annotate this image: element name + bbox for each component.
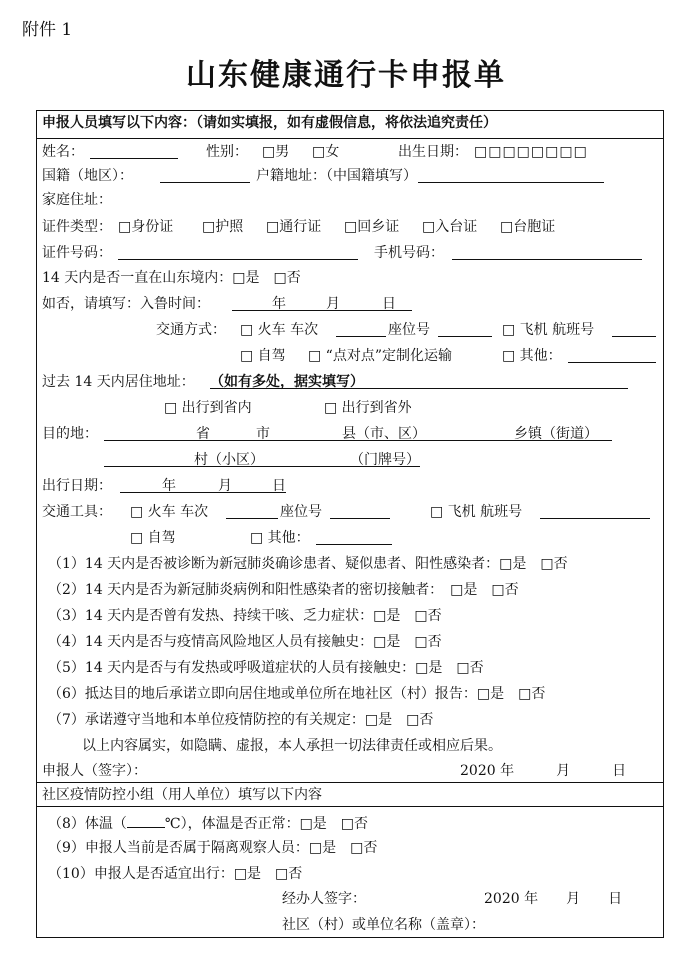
- destination-village-label: 村（小区）: [194, 452, 264, 468]
- travel-date-field[interactable]: [120, 492, 286, 493]
- gender-male-checkbox[interactable]: □男: [262, 144, 290, 160]
- transport-other-checkbox[interactable]: □ 其他：: [502, 348, 562, 364]
- destination-house-number-label: （门牌号）: [350, 452, 420, 468]
- section1-header: 申报人员填写以下内容：（请如实填报，如有虚假信息，将依法追究责任）: [42, 115, 497, 131]
- section2-header: 社区疫情防控小组（用人单位）填写以下内容: [42, 787, 322, 803]
- train-number-field[interactable]: [336, 336, 386, 337]
- trip-in-province-checkbox[interactable]: □ 出行到省内: [164, 400, 252, 416]
- gender-female-checkbox[interactable]: □女: [312, 144, 340, 160]
- divider: [36, 782, 664, 783]
- id-type-permit-checkbox[interactable]: □通行证: [266, 219, 322, 235]
- question-9[interactable]: （9）申报人当前是否属于隔离观察人员：□是 □否: [48, 840, 378, 856]
- form-title: 山东健康通行卡申报单: [186, 58, 506, 93]
- travel-year-label: 年: [162, 478, 176, 494]
- transport-label: 交通方式：: [156, 322, 226, 338]
- question-8[interactable]: [48, 813, 368, 833]
- vehicle-train-number-field[interactable]: [226, 518, 278, 519]
- household-field[interactable]: [418, 182, 604, 183]
- handler-signature-label: 经办人签字：: [282, 891, 366, 907]
- id-number-field[interactable]: [118, 259, 358, 260]
- in-shandong-question[interactable]: 14 天内是否一直在山东境内：□是 □否: [42, 270, 301, 286]
- birth-label: 出生日期：: [398, 144, 468, 160]
- past-residence-field[interactable]: [210, 388, 628, 389]
- transport-selfdrive-checkbox[interactable]: □ 自驾: [240, 348, 286, 364]
- vehicle-seat-label: 座位号: [280, 504, 322, 520]
- id-type-passport-checkbox[interactable]: □护照: [202, 219, 244, 235]
- divider: [36, 138, 664, 139]
- nationality-field[interactable]: [160, 182, 250, 183]
- declaration-text: 以上内容属实，如隐瞒、虚报，本人承担一切法律责任或相应后果。: [82, 738, 502, 754]
- id-number-label: 证件号码：: [42, 245, 112, 261]
- id-type-idcard-checkbox[interactable]: □身份证: [118, 219, 174, 235]
- entry-time-label: 如否，请填写：入鲁时间：: [42, 296, 210, 312]
- transport-p2p-checkbox[interactable]: □ “点对点”定制化运输: [308, 348, 452, 364]
- vehicle-plane-checkbox[interactable]: □ 飞机 航班号: [430, 504, 523, 520]
- phone-field[interactable]: [452, 259, 642, 260]
- question-2[interactable]: （2）14 天内是否为新冠肺炎病例和阳性感染者的密切接触者： □是 □否: [48, 582, 519, 598]
- destination-label: 目的地：: [42, 426, 98, 442]
- vehicle-flight-number-field[interactable]: [540, 518, 650, 519]
- question-1[interactable]: （1）14 天内是否被诊断为新冠肺炎确诊患者、疑似患者、阳性感染者：□是 □否: [48, 556, 568, 572]
- id-type-taiwan-compatriot-checkbox[interactable]: □台胞证: [500, 219, 556, 235]
- question-3[interactable]: （3）14 天内是否曾有发热、持续干咳、乏力症状：□是 □否: [48, 608, 442, 624]
- gender-label: 性别：: [206, 144, 248, 160]
- destination-province-label: 省: [196, 426, 210, 442]
- question-5[interactable]: （5）14 天内是否与有发热或呼吸道症状的人员有接触史：□是 □否: [48, 660, 484, 676]
- vehicle-train-checkbox[interactable]: □ 火车 车次: [130, 504, 209, 520]
- transport-plane-checkbox[interactable]: □ 飞机 航班号: [502, 322, 595, 338]
- phone-label: 手机号码：: [374, 245, 444, 261]
- transport-other-field[interactable]: [568, 362, 656, 363]
- seat-field[interactable]: [438, 336, 492, 337]
- seat-label: 座位号: [388, 322, 430, 338]
- signer-label: 申报人（签字）：: [42, 763, 147, 779]
- household-label: 户籍地址：（中国籍填写）: [256, 168, 417, 184]
- handler-date: 2020 年 月 日: [484, 891, 623, 907]
- vehicle-selfdrive-checkbox[interactable]: □ 自驾: [130, 530, 176, 546]
- entry-day-label: 日: [382, 296, 396, 312]
- vehicle-label: 交通工具：: [42, 504, 112, 520]
- home-address-label: 家庭住址：: [42, 192, 112, 208]
- question-7[interactable]: （7）承诺遵守当地和本单位疫情防控的有关规定：□是 □否: [48, 712, 434, 728]
- temperature-field[interactable]: [127, 813, 165, 828]
- divider: [36, 806, 664, 807]
- transport-train-checkbox[interactable]: □ 火车 车次: [240, 322, 319, 338]
- birth-date-boxes[interactable]: □□□□□□□□: [474, 144, 588, 160]
- vehicle-other-checkbox[interactable]: □ 其他：: [250, 530, 310, 546]
- question-4[interactable]: （4）14 天内是否与疫情高风险地区人员有接触史：□是 □否: [48, 634, 442, 650]
- entry-month-label: 月: [326, 296, 340, 312]
- destination-city-label: 市: [256, 426, 270, 442]
- organization-name-label: 社区（村）或单位名称（盖章）：: [282, 917, 485, 933]
- sign-date: 2020 年 月 日: [460, 763, 627, 779]
- travel-month-label: 月: [218, 478, 232, 494]
- past-residence-note: （如有多处，据实填写）: [210, 374, 364, 390]
- flight-number-field[interactable]: [612, 336, 656, 337]
- name-label: 姓名：: [42, 144, 84, 160]
- q8-suffix: ℃），体温是否正常：□是 □否: [164, 816, 369, 832]
- q8-prefix: （8）体温（: [48, 816, 127, 832]
- question-6[interactable]: （6）抵达目的地后承诺立即向居住地或单位所在地社区（村）报告：□是 □否: [48, 686, 546, 702]
- entry-year-label: 年: [272, 296, 286, 312]
- destination-county-label: 县（市、区）: [342, 426, 426, 442]
- destination-town-label: 乡镇（街道）: [514, 426, 598, 442]
- vehicle-other-field[interactable]: [316, 544, 392, 545]
- travel-date-label: 出行日期：: [42, 478, 112, 494]
- attachment-label: 附件 1: [22, 20, 73, 40]
- id-type-homevisit-checkbox[interactable]: □回乡证: [344, 219, 400, 235]
- nationality-label: 国籍（地区）：: [42, 168, 133, 184]
- travel-day-label: 日: [272, 478, 286, 494]
- past-residence-label: 过去 14 天内居住地址：: [42, 374, 195, 390]
- name-field[interactable]: [90, 158, 178, 159]
- id-type-label: 证件类型：: [42, 219, 112, 235]
- id-type-taiwan-entry-checkbox[interactable]: □入台证: [422, 219, 478, 235]
- vehicle-seat-field[interactable]: [330, 518, 390, 519]
- trip-out-province-checkbox[interactable]: □ 出行到省外: [324, 400, 412, 416]
- question-10[interactable]: （10）申报人是否适宜出行：□是 □否: [48, 866, 303, 882]
